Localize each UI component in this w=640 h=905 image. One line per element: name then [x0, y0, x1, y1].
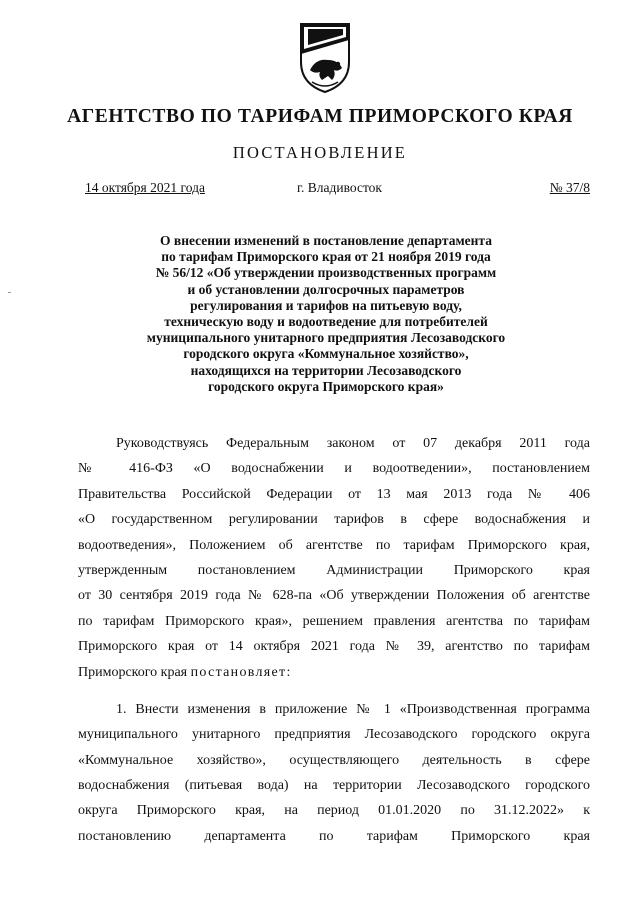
title-line: О внесении изменений в постановление департамента	[160, 233, 492, 248]
agency-name: АГЕНТСТВО ПО ТАРИФАМ ПРИМОРСКОГО КРАЯ	[67, 106, 573, 127]
document-date: 14 октября 2021 года	[85, 180, 205, 195]
title-line: по тарифам Приморского края от 21 ноября 2019 года	[161, 249, 491, 265]
body-line-last	[78, 663, 590, 688]
body-text: Приморского края	[78, 664, 191, 680]
title-line: городского округа «Коммунальное хозяйство»,	[183, 346, 469, 362]
body-line: Приморского края от 14 октября 2021 года № 39, агентство по тарифам	[78, 639, 590, 655]
coat-of-arms-icon	[298, 20, 352, 94]
document-city: г. Владивосток	[297, 180, 382, 195]
title-line: муниципального унитарного предприятия Лесозаводского	[146, 330, 506, 346]
title-line: и об установлении долгосрочных параметров	[187, 281, 465, 297]
body-line: Руководствуясь Федеральным законом от 07 декабря 2011 года	[116, 436, 590, 451]
document-type: ПОСТАНОВЛЕНИЕ	[232, 143, 408, 162]
title-line: № 56/12 «Об утверждении производственных программ	[155, 265, 497, 281]
body-line: 1. Внести изменения в приложение № 1 «Производственная программа	[116, 701, 590, 717]
resolution-keyword: постановляет:	[190, 664, 292, 680]
body-line: по тарифам Приморского края», решением правления агентства по тарифам	[78, 613, 590, 629]
document-title	[118, 233, 534, 395]
body-line: муниципального унитарного предприятия Лесозаводского городского округа	[78, 727, 590, 743]
body-line: «О государственном регулировании тарифов в сфере водоснабжения и	[78, 512, 590, 528]
body-line: № 416-ФЗ «О водоснабжении и водоотведении», постановлением	[78, 461, 590, 477]
title-line: регулирования и тарифов на питьевую воду,	[190, 297, 462, 313]
body-line: от 30 сентября 2019 года № 628-па «Об утверждении Положения об агентстве	[78, 588, 590, 604]
title-line: находящихся на территории Лесозаводского	[190, 362, 462, 378]
body-line: утвержденным постановлением Администрации Приморского края	[78, 562, 590, 578]
body-line: водоотведения», Положением об агентстве по тарифам Приморского края,	[78, 537, 590, 553]
margin-mark	[8, 292, 11, 293]
body-line: округа Приморского края, на период 01.01.2020 по 31.12.2022» к	[78, 803, 590, 819]
paragraph-gap	[78, 688, 590, 700]
document-body	[78, 434, 590, 852]
body-line: Правительства Российской Федерации от 13 мая 2013 года № 406	[78, 486, 590, 502]
document-number: № 37/8	[549, 180, 590, 195]
document-meta	[78, 180, 590, 198]
body-line: постановлению департамента по тарифам Приморского края	[78, 828, 590, 844]
body-line: водоснабжения (питьевая вода) на территории Лесозаводского городского	[78, 778, 590, 794]
title-line: городского округа Приморского края»	[208, 378, 444, 394]
body-line: «Коммунальное хозяйство», осуществляющего деятельность в сфере	[78, 752, 590, 768]
title-line: техническую воду и водоотведение для потребителей	[164, 314, 488, 330]
paragraph-preamble	[78, 434, 590, 688]
paragraph-item-1	[78, 700, 590, 852]
